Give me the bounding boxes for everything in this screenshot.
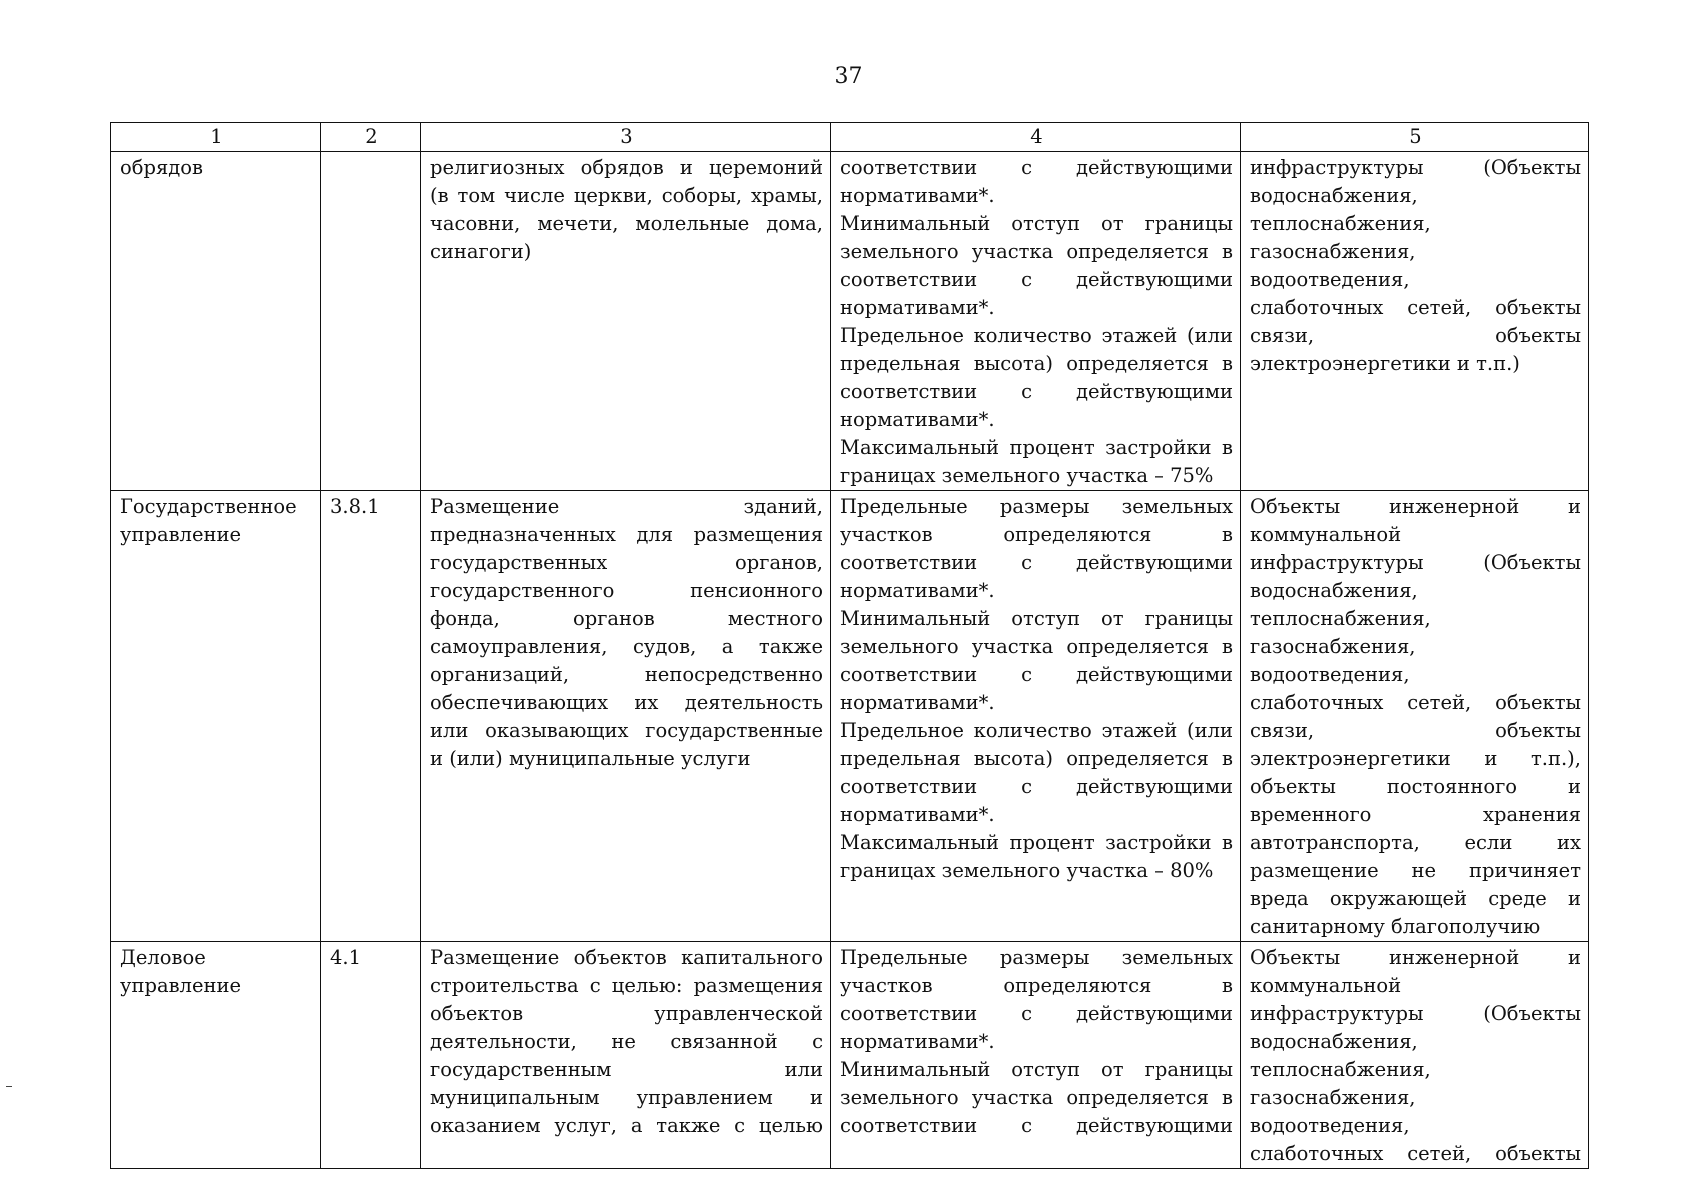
cell-text-line: или оказывающих государственные	[430, 719, 823, 742]
cell-text-line: часовни, мечети, молельные дома,	[430, 212, 823, 235]
cell-text-line: Минимальный отступ от границы	[840, 212, 1233, 235]
cell-text-line: предназначенных для размещения	[430, 523, 823, 546]
cell-text-line: нормативами*.	[840, 184, 995, 207]
table-cell-col-1	[111, 942, 321, 1169]
cell-text-line: обрядов	[120, 156, 203, 179]
cell-text-line: Максимальный процент застройки в	[840, 436, 1233, 459]
header-col-2: 2	[321, 123, 421, 152]
cell-text-line: водоснабжения,	[1250, 184, 1418, 207]
cell-text-line: Размещение зданий,	[430, 495, 823, 518]
cell-text-line: нормативами*.	[840, 803, 995, 826]
cell-text-line: границах земельного участка – 75%	[840, 464, 1214, 487]
table-cell-col-1	[111, 152, 321, 491]
cell-text-line: связи, объекты	[1250, 324, 1581, 347]
zoning-table	[110, 122, 1589, 1169]
table-header	[111, 123, 1589, 152]
table-cell-col-5	[1241, 152, 1589, 491]
cell-text-line: слаботочных сетей, объекты	[1250, 296, 1581, 319]
cell-text-line: государственного пенсионного	[430, 579, 823, 602]
cell-text-line: теплоснабжения,	[1250, 212, 1431, 235]
cell-text-line: муниципальным управлением и	[430, 1086, 823, 1109]
cell-text-line: временного хранения	[1250, 803, 1581, 826]
cell-text-line: электроэнергетики и т.п.)	[1250, 352, 1520, 375]
cell-text-line: фонда, органов местного	[430, 607, 823, 630]
table-cell-col-5	[1241, 942, 1589, 1169]
cell-text-line: управление	[120, 974, 242, 997]
cell-text-line: синагоги)	[430, 240, 532, 263]
cell-text-line: соответствии с действующими	[840, 1114, 1233, 1137]
cell-text-line: Предельные размеры земельных	[840, 946, 1233, 969]
cell-text-line: соответствии с действующими	[840, 775, 1233, 798]
cell-text-line: объекты постоянного и	[1250, 775, 1581, 798]
page-number: 37	[834, 64, 863, 89]
cell-text-line: участков определяются в	[840, 974, 1233, 997]
table-cell-col-4	[831, 152, 1241, 491]
cell-text-line: нормативами*.	[840, 408, 995, 431]
cell-text-line: электроэнергетики и т.п.),	[1250, 747, 1581, 770]
cell-text-line: участков определяются в	[840, 523, 1233, 546]
cell-text-line: соответствии с действующими	[840, 1002, 1233, 1025]
table-cell-col-3	[421, 152, 831, 491]
table-body	[111, 152, 1589, 1169]
cell-text-line: и (или) муниципальные услуги	[430, 747, 751, 770]
cell-text-line: инфраструктуры (Объекты	[1250, 156, 1581, 179]
cell-text-line: земельного участка определяется в	[840, 240, 1233, 263]
cell-text-line: обеспечивающих их деятельность	[430, 691, 823, 714]
cell-text-line: Объекты инженерной и	[1250, 495, 1581, 518]
table-cell-col-3	[421, 491, 831, 942]
cell-text-line: строительства с целью: размещения	[430, 974, 823, 997]
table-cell-col-5	[1241, 491, 1589, 942]
cell-text-line: Предельное количество этажей (или	[840, 324, 1233, 347]
cell-text-line: вреда окружающей среде и	[1250, 887, 1581, 910]
cell-text-line: оказанием услуг, а также с целью	[430, 1114, 823, 1137]
cell-text-line: теплоснабжения,	[1250, 1058, 1431, 1081]
cell-text-line: Размещение объектов капитального	[430, 946, 823, 969]
cell-text-line: предельная высота) определяется в	[840, 352, 1233, 375]
cell-text-line: газоснабжения, водоотведения,	[1250, 240, 1416, 291]
cell-text-line: Объекты инженерной и	[1250, 946, 1581, 969]
header-col-3: 3	[421, 123, 831, 152]
cell-text-line: границах земельного участка – 80%	[840, 859, 1214, 882]
table-row	[111, 942, 1589, 1169]
cell-text-line: соответствии с действующими	[840, 268, 1233, 291]
cell-text-line: размещение не причиняет	[1250, 859, 1581, 882]
table-cell-col-4	[831, 942, 1241, 1169]
cell-text-line: религиозных обрядов и церемоний	[430, 156, 823, 179]
cell-text-line: связи, объекты	[1250, 719, 1581, 742]
cell-text-line: соответствии с действующими	[840, 380, 1233, 403]
cell-text-line: государственных органов,	[430, 551, 823, 574]
table-cell-col-1	[111, 491, 321, 942]
header-col-4: 4	[831, 123, 1241, 152]
cell-text-line: объектов управленческой	[430, 1002, 823, 1025]
cell-text-line: Предельные размеры земельных	[840, 495, 1233, 518]
cell-text-line: автотранспорта, если их	[1250, 831, 1581, 854]
cell-text-line: Минимальный отступ от границы	[840, 1058, 1233, 1081]
margin-mark	[6, 1086, 12, 1087]
cell-text-line: Деловое	[120, 946, 206, 969]
cell-text-line: земельного участка определяется в	[840, 635, 1233, 658]
cell-text-line: водоснабжения,	[1250, 1030, 1418, 1053]
cell-text-line: соответствии с действующими	[840, 551, 1233, 574]
table-cell-col-3	[421, 942, 831, 1169]
cell-text-line: коммунальной	[1250, 523, 1402, 546]
cell-text-line: 3.8.1	[330, 495, 380, 518]
cell-text-line: деятельности, не связанной с	[430, 1030, 823, 1053]
cell-text-line: слаботочных сетей, объекты	[1250, 1142, 1581, 1165]
cell-text-line: нормативами*.	[840, 1030, 995, 1053]
cell-text-line: государственным или	[430, 1058, 823, 1081]
table-cell-col-2	[321, 942, 421, 1169]
cell-text-line: нормативами*.	[840, 579, 995, 602]
cell-text-line: теплоснабжения,	[1250, 607, 1431, 630]
cell-text-line: соответствии с действующими	[840, 156, 1233, 179]
cell-text-line: инфраструктуры (Объекты	[1250, 1002, 1581, 1025]
cell-text-line: инфраструктуры (Объекты	[1250, 551, 1581, 574]
cell-text-line: Предельное количество этажей (или	[840, 719, 1233, 742]
header-col-5: 5	[1241, 123, 1589, 152]
table-cell-col-2	[321, 491, 421, 942]
cell-text-line: управление	[120, 523, 242, 546]
cell-text-line: нормативами*.	[840, 296, 995, 319]
cell-text-line: Государственное	[120, 495, 297, 518]
cell-text-line: газоснабжения, водоотведения,	[1250, 1086, 1416, 1137]
cell-text-line: водоснабжения,	[1250, 579, 1418, 602]
cell-text-line: коммунальной	[1250, 974, 1402, 997]
cell-text-line: нормативами*.	[840, 691, 995, 714]
header-col-1: 1	[111, 123, 321, 152]
cell-text-line: (в том числе церкви, соборы, храмы,	[430, 184, 823, 207]
cell-text-line: предельная высота) определяется в	[840, 747, 1233, 770]
table-row	[111, 491, 1589, 942]
cell-text-line: газоснабжения, водоотведения,	[1250, 635, 1416, 686]
table-row	[111, 152, 1589, 491]
cell-text-line: Максимальный процент застройки в	[840, 831, 1233, 854]
table-cell-col-4	[831, 491, 1241, 942]
cell-text-line: Минимальный отступ от границы	[840, 607, 1233, 630]
cell-text-line: земельного участка определяется в	[840, 1086, 1233, 1109]
cell-text-line: самоуправления, судов, а также	[430, 635, 823, 658]
cell-text-line: организаций, непосредственно	[430, 663, 823, 686]
header-row	[111, 123, 1589, 152]
cell-text-line: санитарному благополучию	[1250, 915, 1541, 938]
table-cell-col-2	[321, 152, 421, 491]
cell-text-line: слаботочных сетей, объекты	[1250, 691, 1581, 714]
cell-text-line: 4.1	[330, 946, 362, 969]
cell-text-line: соответствии с действующими	[840, 663, 1233, 686]
